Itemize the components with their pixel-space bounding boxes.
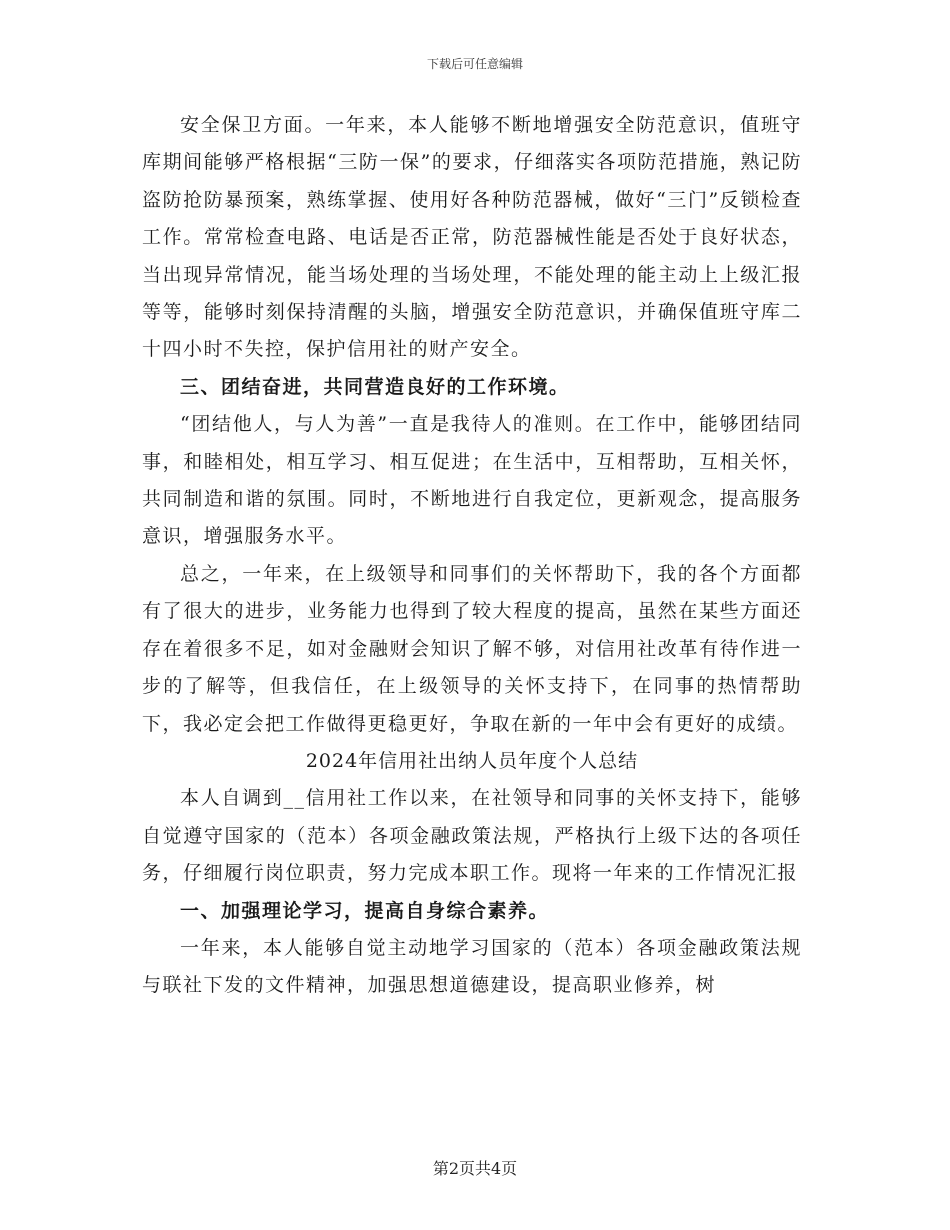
paragraph-study: 一年来，本人能够自觉主动地学习国家的（范本）各项金融政策法规与联社下发的文件精神，加强思想道德建设，提高职业修养，树 (142, 936, 802, 997)
paragraph-security: 安全保卫方面。一年来，本人能够不断地增强安全防范意识，值班守库期间能够严格根据“三防一保”的要求，仔细落实各项防范措施，熟记防盗防抢防暴预案，熟练掌握、使用好各种防范器械，做好“三门”反锁检查工作。常常检查电路、电话是否正常，防范器械性能是否处于良好状态，当出现异常情况，能当场处理的当场处理，不能处理的能主动上上级汇报等等，能够时刻保持清醒的头脑，增强安全防范意识，并确保值班守库二十四小时不失控，保护信用社的财产安全。 (142, 114, 802, 361)
section-heading-3: 三、团结奋进，共同营造良好的工作环境。 (180, 375, 570, 398)
paragraph-summary: 总之，一年来，在上级领导和同事们的关怀帮助下，我的各个方面都有了很大的进步，业务能力也得到了较大程度的提高，虽然在某些方面还存在着很多不足，如对金融财会知识了解不够，对信用社改革有待作进一步的了解等，但我信任，在上级领导的关怀支持下，在同事的热情帮助下，我必定会把工作做得更稳更好，争取在新的一年中会有更好的成绩。 (142, 562, 802, 735)
document-body (142, 107, 802, 1005)
document-title: 2024年信用社出纳人员年度个人总结 (305, 749, 639, 772)
page-footer: 第2页共4页 (432, 1159, 518, 1178)
paragraph-intro: 本人自调到__信用社工作以来，在社领导和同事的关怀支持下，能够自觉遵守国家的（范本）各项金融政策法规，严格执行上级下达的各项任务，仔细履行岗位职责，努力完成本职工作。现将一年来的工作情况汇报 (142, 787, 802, 885)
section-heading-1: 一、加强理论学习，提高自身综合素养。 (180, 899, 550, 922)
page-header: 下载后可任意编辑 (426, 57, 523, 71)
paragraph-unity: “团结他人，与人为善”一直是我待人的准则。在工作中，能够团结同事，和睦相处，相互学习、相互促进；在生活中，互相帮助，互相关怀，共同制造和谐的氛围。同时，不断地进行自我定位，更新观念，提高服务意识，增强服务水平。 (142, 413, 802, 548)
